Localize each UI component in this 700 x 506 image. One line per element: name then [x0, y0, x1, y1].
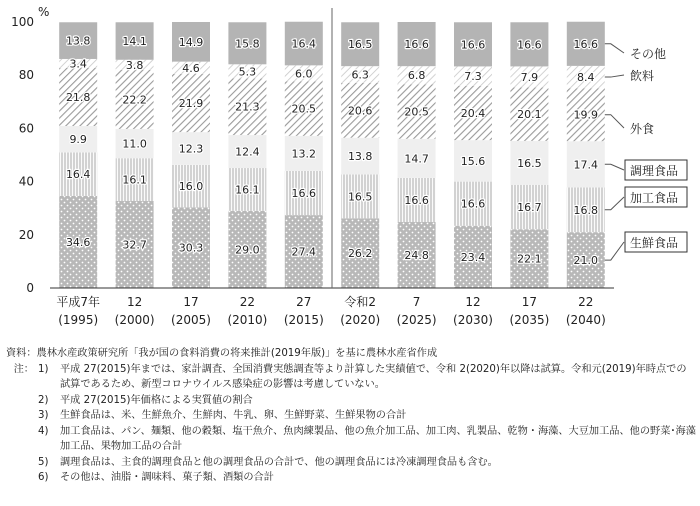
- legend-label: 飲料: [630, 69, 655, 83]
- y-tick-label: 100: [11, 15, 34, 29]
- data-label: 26.2: [347, 247, 373, 261]
- x-tick-label: 27: [296, 295, 312, 309]
- x-tick-label: (1995): [58, 313, 99, 327]
- x-tick-label: 22: [578, 295, 594, 309]
- note-number: 5): [38, 456, 49, 468]
- x-tick-label: 7: [412, 295, 421, 309]
- note-text: 加工食品は、パン、麺類、他の穀類、塩干魚介、魚肉練製品、他の魚介加工品、加工肉、乳製品、乾物・海藻、大豆加工品、他の野菜･海藻加工品、果物加工品の合計: [60, 425, 696, 452]
- data-label: 11.0: [122, 137, 147, 151]
- data-label: 20.1: [517, 108, 542, 122]
- data-label: 16.5: [347, 190, 373, 204]
- note-text: 調理食品は、主食的調理食品と他の調理食品の合計で、他の調理食品には冷凍調理食品も含む。: [60, 456, 498, 468]
- note-number: 6): [38, 472, 49, 483]
- note-list: [6, 362, 696, 486]
- x-tick-label: (2025): [396, 313, 437, 327]
- data-label: 16.6: [573, 37, 599, 51]
- data-label: 3.4: [69, 57, 87, 71]
- data-label: 9.9: [69, 133, 87, 147]
- note-item: [6, 455, 696, 471]
- data-label: 16.5: [347, 38, 373, 52]
- legend-label: 外食: [630, 122, 655, 136]
- data-label: 16.6: [291, 187, 317, 201]
- note-lead: [6, 470, 34, 486]
- x-tick-label: 12: [465, 295, 481, 309]
- data-label: 7.3: [464, 70, 482, 84]
- note-number: 1): [38, 363, 49, 375]
- data-label: 20.4: [460, 106, 486, 120]
- legend-label: 生鮮食品: [630, 236, 679, 250]
- legend-leader-line: [605, 164, 624, 170]
- note-item: [6, 362, 696, 393]
- note-item: [6, 424, 696, 455]
- data-label: 6.8: [407, 69, 426, 83]
- data-label: 17.4: [573, 158, 599, 172]
- data-label: 3.8: [125, 58, 144, 72]
- data-label: 14.9: [178, 35, 204, 49]
- data-label: 20.5: [291, 102, 317, 116]
- note-text: 生鮮食品は、米、生鮮魚介、生鮮肉、牛乳、卵、生鮮野菜、生鮮果物の合計: [60, 410, 407, 421]
- data-label: 16.6: [404, 193, 429, 207]
- data-label: 16.1: [122, 173, 147, 187]
- data-label: 23.4: [460, 250, 486, 264]
- note-number: 4): [38, 425, 49, 437]
- data-label: 6.3: [351, 68, 369, 82]
- data-label: 20.6: [347, 104, 373, 118]
- data-label: 16.1: [235, 183, 260, 197]
- data-label: 34.6: [65, 235, 91, 249]
- data-label: 16.6: [517, 38, 542, 52]
- data-label: 12.3: [178, 142, 204, 156]
- data-label: 13.8: [65, 34, 91, 48]
- data-label: 16.6: [404, 38, 429, 52]
- data-label: 32.7: [122, 238, 147, 252]
- notes-block: [6, 346, 696, 486]
- y-tick-label: 60: [18, 121, 34, 136]
- note-lead: [6, 455, 34, 471]
- data-label: 16.0: [178, 180, 204, 194]
- y-tick-label: 20: [18, 227, 34, 242]
- data-label: 14.1: [122, 35, 147, 49]
- note-lead: [6, 393, 34, 409]
- data-label: 16.8: [573, 203, 599, 217]
- legend-leader-line: [605, 115, 624, 128]
- note-item: [6, 470, 696, 486]
- x-tick-label: 平成7年: [56, 295, 101, 309]
- data-label: 16.5: [517, 156, 542, 170]
- legend-leader-line: [605, 242, 624, 260]
- y-tick-label: 0: [26, 281, 34, 295]
- data-label: 15.8: [235, 37, 260, 51]
- x-tick-label: (2020): [340, 313, 381, 327]
- data-label: 19.9: [573, 108, 599, 122]
- data-label: 21.0: [573, 254, 599, 268]
- x-tick-label: (2000): [114, 313, 155, 327]
- data-label: 12.4: [235, 145, 260, 159]
- x-tick-label: (2005): [171, 313, 211, 327]
- x-tick-label: 令和2: [344, 295, 377, 309]
- x-tick-label: (2040): [565, 313, 606, 327]
- data-label: 16.6: [460, 197, 486, 211]
- note-lead: [6, 424, 34, 455]
- data-label: 13.2: [291, 147, 317, 161]
- y-tick-label: 40: [18, 174, 34, 189]
- source-note: 資料：農林水産政策研究所「我が国の食料消費の将来推計(2019年版)」を基に農林水産省作成: [6, 348, 438, 359]
- x-tick-label: 12: [126, 295, 143, 309]
- data-label: 22.2: [122, 93, 147, 107]
- note-lead: 注：: [13, 363, 34, 375]
- legend-leader-line: [605, 75, 624, 77]
- x-tick-label: (2030): [453, 313, 493, 327]
- legend-label: 調理食品: [630, 164, 679, 178]
- x-tick-label: 17: [521, 295, 538, 309]
- legend-layer: [605, 44, 687, 260]
- legend-leader-line: [605, 197, 624, 210]
- data-label: 16.7: [517, 201, 542, 215]
- note-text: その他は、油脂・調味料、菓子類、酒類の合計: [60, 472, 274, 483]
- data-label: 15.6: [460, 154, 486, 168]
- note-text: 平成 27(2015)年までは、家計調査、全国消費実態調査等より計算した実績値で、令和 2(2020)年以降は試算。令和元(2019)年時点での試算であるため、新型コロナウイルス感染症の影響は考慮していない。: [60, 363, 687, 390]
- data-label: 21.8: [65, 91, 91, 105]
- note-item: [6, 408, 696, 424]
- data-label: 27.4: [291, 245, 317, 259]
- data-label: 5.3: [238, 65, 257, 79]
- data-label: 24.8: [404, 249, 429, 263]
- x-tick-label: (2035): [509, 313, 550, 327]
- data-label: 21.9: [178, 96, 204, 110]
- data-label: 6.0: [295, 67, 313, 81]
- legend-leader-line: [605, 44, 624, 53]
- data-label: 16.4: [291, 37, 317, 51]
- data-label: 4.6: [182, 61, 200, 75]
- data-label: 20.5: [404, 105, 429, 119]
- data-label: 14.7: [404, 152, 429, 166]
- data-label: 21.3: [235, 100, 260, 114]
- legend-label: その他: [630, 47, 667, 61]
- data-label: 29.0: [235, 243, 260, 257]
- data-label: 13.8: [347, 150, 373, 164]
- legend-label: 加工食品: [630, 191, 679, 205]
- note-item: [6, 393, 696, 409]
- note-number: 2): [38, 394, 49, 406]
- y-unit-label: %: [38, 5, 50, 19]
- y-tick-label: 80: [18, 68, 34, 83]
- note-lead: [6, 408, 34, 424]
- x-tick-label: (2015): [283, 313, 324, 327]
- x-tick-label: (2010): [227, 313, 268, 327]
- note-number: 3): [38, 410, 49, 421]
- data-label: 16.4: [65, 168, 91, 182]
- data-label: 7.9: [520, 70, 539, 84]
- data-label: 16.6: [460, 38, 486, 52]
- data-label: 30.3: [178, 241, 204, 255]
- data-label: 8.4: [577, 71, 595, 85]
- data-label: 22.1: [517, 252, 542, 266]
- note-text: 平成 27(2015)年価格による実質値の割合: [60, 394, 253, 406]
- x-tick-label: 22: [239, 295, 256, 309]
- x-tick-label: 17: [183, 295, 199, 309]
